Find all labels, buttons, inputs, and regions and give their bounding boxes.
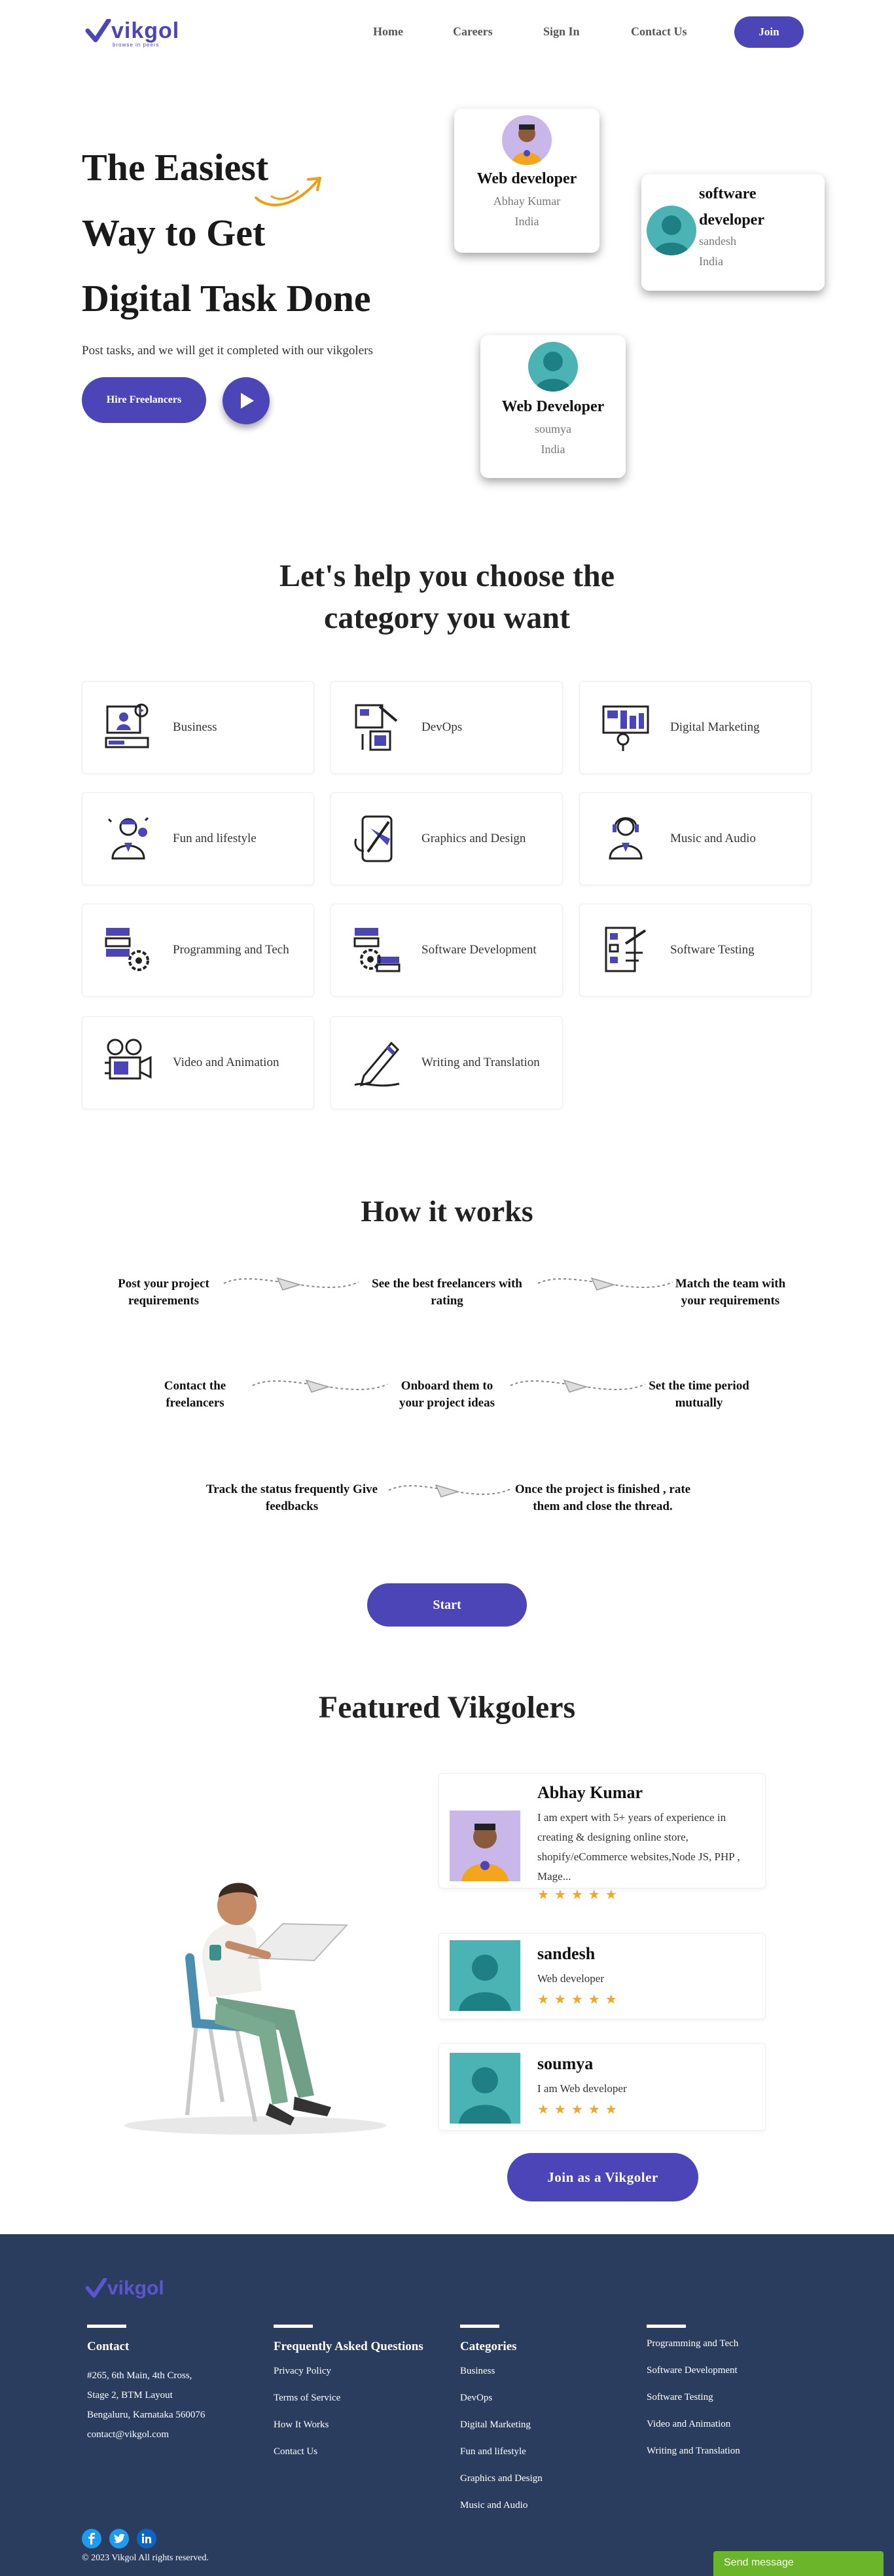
person-photo-icon xyxy=(502,115,552,165)
person-photo-icon xyxy=(450,1811,520,1881)
card-name: Abhay Kumar xyxy=(493,194,561,208)
footer-category-link[interactable]: Music and Audio xyxy=(460,2500,528,2511)
card-country: India xyxy=(699,255,723,268)
featured-card-soumya[interactable] xyxy=(438,2043,766,2131)
category-graphics-design[interactable] xyxy=(331,792,563,885)
divider xyxy=(460,2325,499,2328)
copyright-text: © 2023 Vikgol All rights reserved. xyxy=(82,2553,209,2563)
category-writing-translation[interactable] xyxy=(331,1016,563,1109)
default-avatar-icon xyxy=(450,1940,520,2011)
featured-name: sandesh xyxy=(537,1944,596,1963)
graphics-design-icon xyxy=(351,813,403,865)
featured-photo xyxy=(450,2053,520,2124)
category-business[interactable] xyxy=(82,681,314,774)
avatar-sandesh xyxy=(647,206,696,255)
paper-plane-connector-icon xyxy=(387,1477,512,1503)
twitter-icon xyxy=(113,2533,125,2544)
card-role: Web Developer xyxy=(501,398,605,415)
footer-category-link[interactable]: Video and Animation xyxy=(647,2419,731,2429)
card-role: Web developer xyxy=(476,170,577,187)
address-line: Stage 2, BTM Layout xyxy=(87,2390,173,2401)
category-label: Fun and lifestyle xyxy=(173,832,257,845)
swoosh-arrow-icon xyxy=(252,172,331,211)
category-label: Business xyxy=(173,720,217,734)
hero-subtitle: Post tasks, and we will get it completed with our vikgolers xyxy=(82,344,373,358)
category-music-audio[interactable] xyxy=(579,792,812,885)
category-label: Software Development xyxy=(421,943,537,957)
footer-category-link[interactable]: Fun and lifestyle xyxy=(460,2446,526,2457)
divider xyxy=(87,2325,126,2328)
logo-tagline: browse in peers xyxy=(113,42,160,48)
card-name: soumya xyxy=(535,422,571,435)
footer-categories-more xyxy=(647,2325,740,2465)
play-video-button[interactable] xyxy=(223,377,270,424)
logo-check-icon xyxy=(85,19,111,44)
featured-card-abhay[interactable] xyxy=(438,1773,766,1902)
programming-tech-icon xyxy=(102,924,154,976)
featured-name: soumya xyxy=(537,2054,594,2073)
footer-faq xyxy=(274,2325,423,2465)
rating-stars: ★★★★★ xyxy=(537,2103,622,2117)
nav-home[interactable]: Home xyxy=(373,25,403,38)
category-label: Programming and Tech xyxy=(173,943,289,957)
step-6: Set the time period mutually xyxy=(649,1379,749,1410)
paper-plane-connector-icon xyxy=(251,1372,389,1399)
twitter-link[interactable] xyxy=(109,2529,129,2548)
category-label: Digital Marketing xyxy=(670,720,760,734)
contact-email-link[interactable]: contact@vikgol.com xyxy=(87,2429,170,2440)
linkedin-icon xyxy=(141,2533,152,2544)
footer-category-link[interactable]: Programming and Tech xyxy=(647,2338,739,2349)
rating-stars: ★★★★★ xyxy=(537,1888,622,1902)
category-software-development[interactable] xyxy=(331,904,563,997)
featured-card-sandesh[interactable] xyxy=(438,1933,766,2019)
music-audio-icon xyxy=(599,813,652,865)
footer-category-link[interactable]: Digital Marketing xyxy=(460,2420,531,2430)
logo-text: vikgol xyxy=(111,18,180,43)
send-message-button[interactable]: Send message xyxy=(713,2551,884,2576)
footer-category-link[interactable]: Graphics and Design xyxy=(460,2473,543,2484)
logo-check-icon xyxy=(85,2278,107,2299)
step-3: Match the team with your requirements xyxy=(675,1277,786,1308)
default-avatar-icon xyxy=(528,342,578,392)
software-development-icon xyxy=(351,924,403,976)
how-it-works-title: How it works xyxy=(361,1194,533,1228)
digital-marketing-icon xyxy=(599,701,652,754)
step-1: Post your project requirements xyxy=(118,1277,209,1308)
default-avatar-icon xyxy=(647,206,696,255)
category-label: Graphics and Design xyxy=(421,832,526,845)
hire-freelancers-button[interactable]: Hire Freelancers xyxy=(82,377,206,423)
footer-link-contact[interactable]: Contact Us xyxy=(274,2446,318,2457)
footer-link-how-it-works[interactable]: How It Works xyxy=(274,2420,329,2430)
start-button[interactable]: Start xyxy=(367,1583,527,1627)
card-name: sandesh xyxy=(699,234,736,248)
fun-lifestyle-icon xyxy=(102,813,154,865)
address-line: Bengaluru, Karnataka 560076 xyxy=(87,2410,206,2420)
footer-heading: Categories xyxy=(460,2340,517,2353)
hero-title-line-2: Way to Get xyxy=(82,212,266,254)
writing-translation-icon xyxy=(351,1037,403,1089)
featured-name: Abhay Kumar xyxy=(537,1783,643,1802)
step-2: See the best freelancers with rating xyxy=(372,1277,522,1308)
divider xyxy=(274,2325,313,2328)
footer-category-link[interactable]: Software Testing xyxy=(647,2392,713,2402)
category-software-testing[interactable] xyxy=(579,904,812,997)
facebook-icon xyxy=(87,2533,96,2545)
profile-card-sandesh[interactable] xyxy=(641,174,825,291)
step-4: Contact the freelancers xyxy=(164,1379,226,1410)
card-role: software developer xyxy=(699,185,764,229)
category-label: Software Testing xyxy=(670,943,755,957)
play-icon xyxy=(236,391,256,411)
category-label: DevOps xyxy=(421,720,463,734)
profile-card-abhay[interactable] xyxy=(454,109,599,253)
nav-careers[interactable]: Careers xyxy=(453,25,493,38)
footer-category-link[interactable]: Software Development xyxy=(647,2365,738,2376)
featured-bio: Web developer xyxy=(537,1972,604,1985)
site-logo[interactable] xyxy=(85,18,180,48)
category-fun-lifestyle[interactable] xyxy=(82,792,314,885)
category-label: Music and Audio xyxy=(670,832,756,845)
business-icon xyxy=(102,701,154,754)
footer-heading: Contact xyxy=(87,2340,130,2353)
devops-icon xyxy=(351,701,403,754)
hero-title-line-1: The Easiest xyxy=(82,146,269,189)
footer-link-terms[interactable]: Terms of Service xyxy=(274,2393,341,2403)
step-8: Once the project is finished , rate them and close the thread. xyxy=(514,1482,691,1513)
footer-category-link[interactable]: Business xyxy=(460,2366,495,2376)
site-header xyxy=(0,0,894,65)
card-country: India xyxy=(541,443,565,456)
hero-title-line-3: Digital Task Done xyxy=(82,277,371,320)
card-country: India xyxy=(514,215,539,228)
person-on-laptop-illustration xyxy=(98,1827,399,2141)
nav-sign-in[interactable]: Sign In xyxy=(543,25,580,38)
site-footer xyxy=(0,2234,894,2576)
profile-card-soumya[interactable] xyxy=(480,335,626,478)
step-5: Onboard them to your project ideas xyxy=(399,1379,495,1410)
featured-bio: I am expert with 5+ years of experience in creating & designing online store, shopify/eCommerce websites,Node JS, PHP , Mage... xyxy=(537,1811,740,1883)
categories-title-line-2: category you want xyxy=(324,600,570,635)
paper-plane-connector-icon xyxy=(537,1270,674,1297)
featured-title: Featured Vikgolers xyxy=(318,1690,576,1725)
featured-photo xyxy=(450,1811,520,1881)
category-label: Writing and Translation xyxy=(421,1056,540,1069)
linkedin-link[interactable] xyxy=(137,2529,156,2548)
categories-title-line-1: Let's help you choose the xyxy=(279,559,615,593)
facebook-link[interactable] xyxy=(82,2529,101,2548)
category-devops[interactable] xyxy=(331,681,563,774)
join-button[interactable]: Join xyxy=(734,16,804,48)
video-animation-icon xyxy=(102,1037,154,1089)
avatar-soumya xyxy=(528,342,578,392)
footer-category-link[interactable]: Writing and Translation xyxy=(647,2446,740,2456)
address-line: #265, 6th Main, 4th Cross, xyxy=(87,2370,192,2381)
featured-photo xyxy=(450,1940,520,2011)
category-programming-tech[interactable] xyxy=(82,904,314,997)
footer-category-link[interactable]: DevOps xyxy=(460,2393,493,2403)
rating-stars: ★★★★★ xyxy=(537,1993,622,2007)
default-avatar-icon xyxy=(450,2053,520,2124)
software-testing-icon xyxy=(599,924,652,976)
nav-contact-us[interactable]: Contact Us xyxy=(631,25,687,38)
paper-plane-connector-icon xyxy=(223,1270,360,1297)
category-label: Video and Animation xyxy=(173,1056,279,1069)
footer-contact xyxy=(87,2325,205,2444)
divider xyxy=(647,2325,686,2328)
join-as-vikgoler-button[interactable]: Join as a Vikgoler xyxy=(507,2153,698,2201)
category-video-animation[interactable] xyxy=(82,1016,314,1109)
step-7: Track the status frequently Give feedbacks xyxy=(206,1482,378,1513)
footer-link-privacy[interactable]: Privacy Policy xyxy=(274,2366,331,2376)
footer-heading: Frequently Asked Questions xyxy=(274,2340,423,2353)
footer-logo[interactable] xyxy=(85,2277,164,2300)
featured-bio: I am Web developer xyxy=(537,2082,627,2095)
footer-logo-text: vikgol xyxy=(107,2277,164,2299)
avatar-abhay xyxy=(502,115,552,165)
footer-categories xyxy=(460,2325,543,2519)
category-digital-marketing[interactable] xyxy=(579,681,812,774)
paper-plane-connector-icon xyxy=(509,1372,647,1399)
